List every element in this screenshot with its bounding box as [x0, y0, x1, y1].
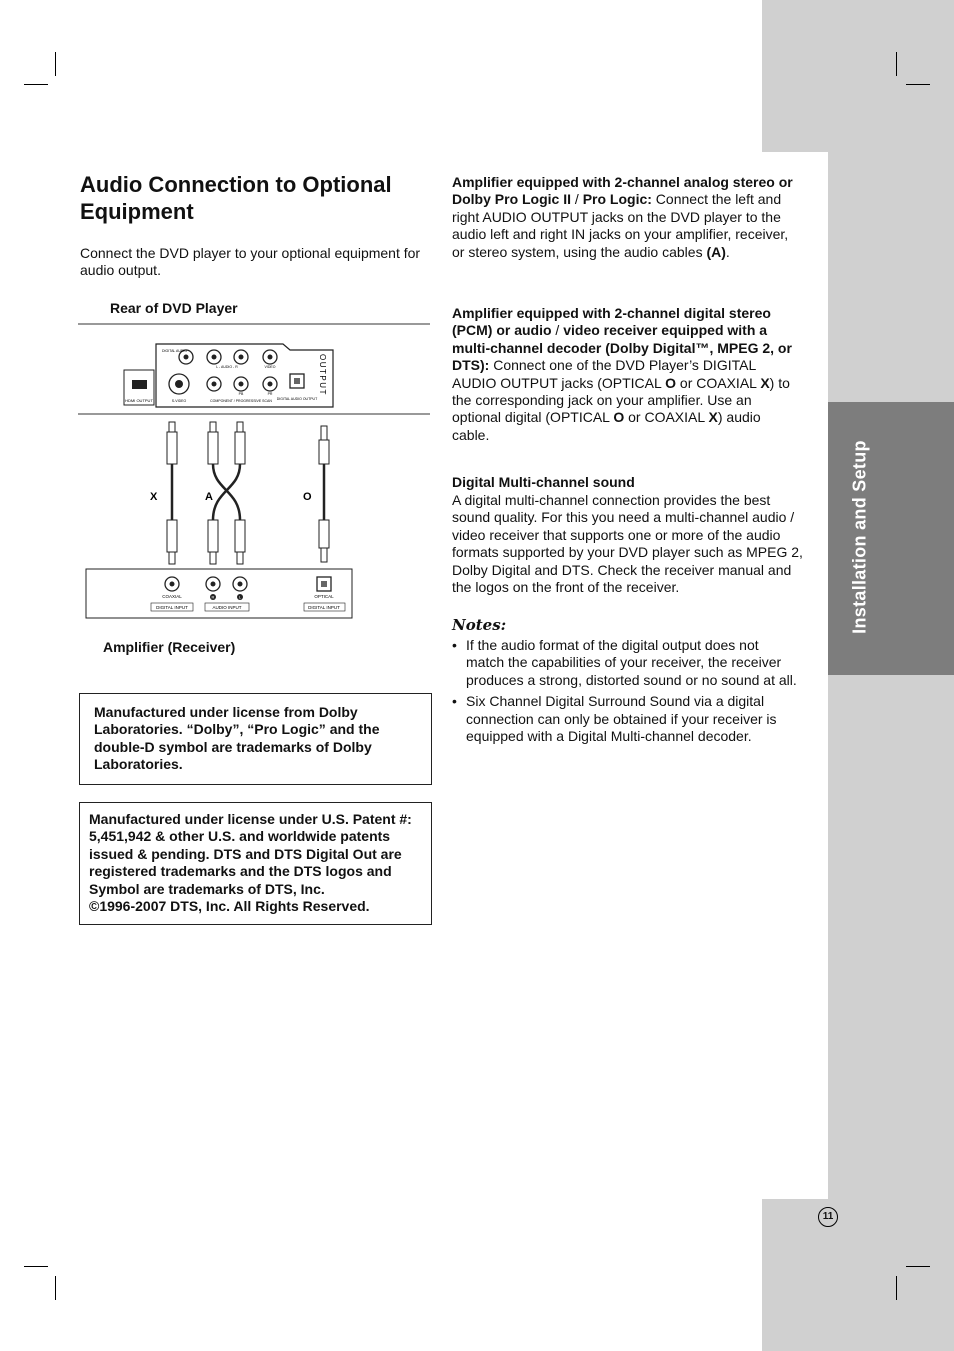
dts-license-text: Manufactured under license under U.S. Patent #: 5,451,942 & other U.S. and worldwide patents issued & pending. DTS and DTS Digital Out are registered trademarks and the DTS logos and Symbol are trademarks of DTS, Inc. [89, 811, 412, 897]
multichannel-body: A digital multi-channel connection provides the best sound quality. For this you need a multi-channel audio / video receiver that supports one or more of the audio formats supported by your DVD player such as MPEG 2, Dolby Digital and DTS. Check the receiver manual and the logos on the front of the receiver. [452, 492, 803, 596]
panel-digital-audio-out-label: DIGITAL AUDIO OUTPUT [276, 397, 318, 401]
digital-o: O [665, 374, 677, 391]
digital-body-3: ) to the corresponding jack on your amplifier. Use an optional digital (OPTICAL [452, 374, 790, 426]
panel-video-label: VIDEO [264, 365, 276, 369]
digital-o2: O [613, 409, 625, 426]
label-x: X [150, 491, 158, 503]
notes-list [452, 637, 797, 745]
hdmi-label: HDMI OUTPUT [125, 398, 153, 403]
amp-digital-input-label-2: DIGITAL INPUT [308, 605, 340, 610]
analog-paragraph [452, 174, 804, 261]
label-o: O [303, 491, 312, 503]
panel-component-label: COMPONENT / PROGRESSIVE SCAN [210, 399, 272, 403]
intro-text: Connect the DVD player to your optional equipment for audio output. [80, 245, 421, 279]
panel-audio-label: L - AUDIO - R [216, 365, 238, 369]
amp-coaxial-label: COAXIAL [162, 594, 182, 599]
page-title: Audio Connection to Optional Equipment [80, 172, 392, 224]
optical-cable [319, 426, 329, 562]
amplifier-label: Amplifier (Receiver) [103, 639, 236, 655]
sidebar-top-block [762, 0, 954, 152]
dolby-license-box [79, 693, 432, 785]
crop-mark [55, 52, 56, 76]
amp-optical-label: OPTICAL [314, 594, 334, 599]
digital-x: X [760, 374, 770, 391]
crop-mark [24, 84, 48, 85]
bullet-icon: • [452, 637, 457, 653]
digital-slash: / [551, 322, 564, 339]
sidebar-section-tab [828, 402, 954, 675]
crop-mark [896, 52, 897, 76]
page-number: 11 [818, 1207, 838, 1227]
coaxial-cable [167, 422, 177, 564]
note-item: • If the audio format of the digital output does not match the capabilities of your receiver, the receiver produces a strong, distorted sound or no sound at all. [452, 637, 797, 688]
notes-title: Notes: [452, 616, 507, 634]
analog-heading: Amplifier equipped with 2-channel analog stereo or Dolby Pro Logic II [452, 174, 793, 208]
panel-output-label: OUTPUT [318, 354, 327, 396]
dts-license-box [79, 802, 432, 925]
sidebar-strip [828, 152, 954, 1199]
digital-heading-2: video receiver equipped with a multi-channel decoder (Dolby Digital™, MPEG 2, or DTS): [452, 322, 792, 374]
digital-x2: X [708, 409, 718, 426]
hdmi-port-icon [132, 380, 147, 389]
sidebar-bottom-block [762, 1199, 954, 1351]
amp-digital-input-label: DIGITAL INPUT [156, 605, 188, 610]
panel-svideo-label: S-VIDEO [171, 399, 187, 403]
dolby-license-text: Manufactured under license from Dolby Laboratories. “Dolby”, “Pro Logic” and the double-D symbol are trademarks of Dolby Laboratories. [94, 704, 380, 773]
crop-mark [906, 84, 930, 85]
connection-diagram [78, 322, 434, 622]
amp-audio-input-label: AUDIO INPUT [212, 605, 242, 610]
digital-heading-1: Amplifier equipped with 2-channel digital stereo (PCM) or audio [452, 305, 771, 339]
analog-heading-2: Pro Logic: [582, 191, 652, 208]
crop-mark [55, 1276, 56, 1300]
crop-mark [896, 1276, 897, 1300]
digital-body-5: ) audio cable. [452, 409, 761, 443]
panel-pb-label: PB [238, 392, 244, 396]
crop-mark [24, 1266, 48, 1267]
digital-body-2: or COAXIAL [676, 374, 761, 391]
multichannel-heading: Digital Multi-channel sound [452, 474, 635, 490]
digital-body-1: Connect one of the DVD Player’s DIGITAL AUDIO OUTPUT jacks (OPTICAL [452, 357, 756, 391]
digital-body-4: or COAXIAL [624, 409, 709, 426]
amp-l-label: L [238, 594, 242, 600]
dts-copyright-text: ©1996-2007 DTS, Inc. All Rights Reserved. [89, 898, 370, 915]
panel-digital-audio-label: DIGITAL AUDIO [162, 349, 188, 353]
panel-pr-label: PR [267, 392, 273, 396]
digital-paragraph [452, 305, 797, 444]
note-item: • Six Channel Digital Surround Sound via a digital connection can only be obtained if your receiver is equipped with a Digital Multi-channel decoder. [452, 693, 777, 745]
analog-body: Connect the left and right AUDIO OUTPUT jacks on the DVD player to the audio left and right IN jacks on your amplifier, receiver, or stereo system, using the audio cables [452, 191, 789, 260]
analog-slash: / [571, 191, 583, 208]
analog-end: . [725, 243, 730, 260]
analog-ref: (A) [706, 243, 726, 260]
amp-r-label: R [211, 594, 215, 600]
rear-label: Rear of DVD Player [110, 300, 238, 316]
sidebar-section-label: Installation and Setup [849, 440, 870, 634]
bullet-icon: • [452, 693, 457, 710]
crop-mark [906, 1266, 930, 1267]
label-a: A [205, 491, 213, 503]
